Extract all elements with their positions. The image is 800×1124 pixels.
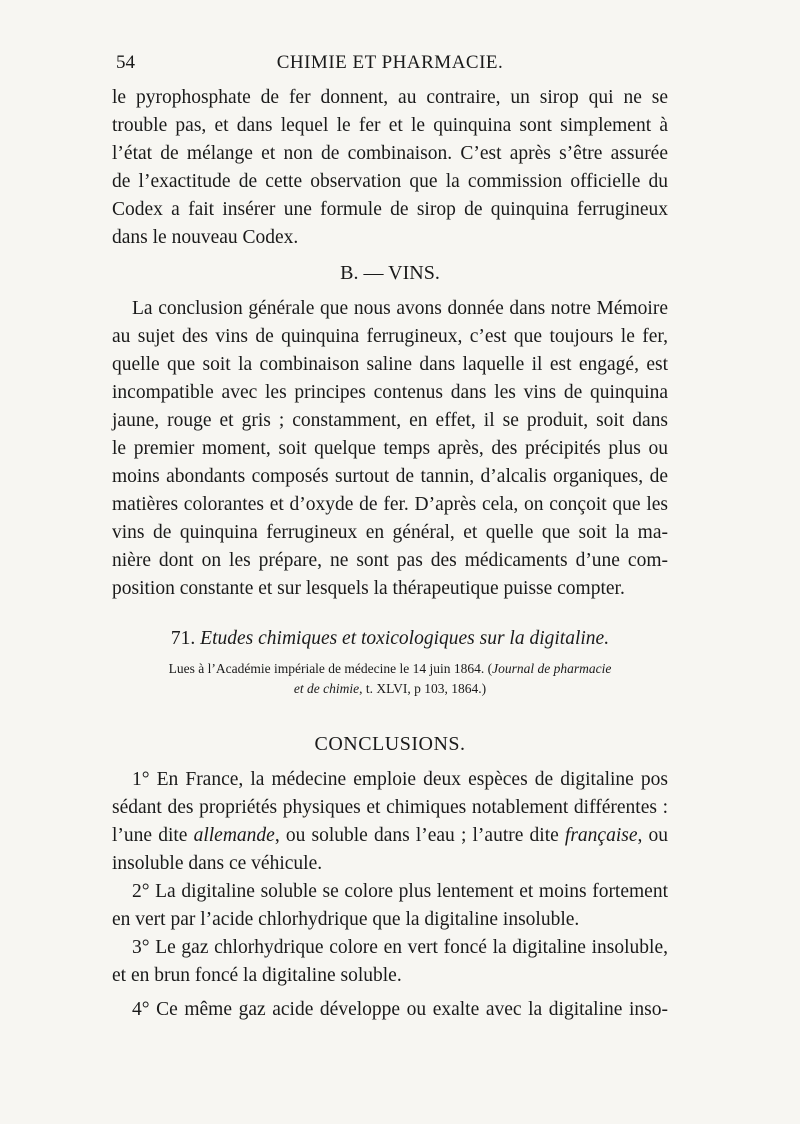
text-line: trouble pas, et dans lequel le fer et le quinquina sont simplement à (112, 115, 668, 136)
section-b-paragraph (112, 295, 668, 603)
text-line: de l’exactitude de cette observation que la commission officielle du (112, 171, 668, 192)
text-line: moins abondants composés surtout de tannin, d’alcalis organiques, de (112, 466, 668, 487)
intro-paragraph (112, 84, 668, 252)
page-number: 54 (116, 52, 135, 73)
text-run-italic: française (564, 825, 638, 846)
conclusions-heading: CONCLUSIONS. (314, 733, 466, 755)
article-title-text: Etudes chimiques et toxicologiques sur la digitaline. (200, 628, 610, 649)
text-line: dans le nouveau Codex. (112, 227, 299, 248)
text-line: et en brun foncé la digitaline soluble. (112, 965, 402, 986)
text-line: sédant des propriétés physiques et chimiques notablement différentes : (112, 797, 668, 818)
conclusions-heading-block (112, 728, 668, 760)
text-line: 4° Ce même gaz acide développe ou exalte avec la digitaline inso- (132, 999, 668, 1020)
running-title: CHIMIE ET PHARMACIE. (276, 52, 504, 73)
text-run-italic: allemande (193, 825, 275, 846)
text-line: 2° La digitaline soluble se colore plus lentement et moins fortement (132, 881, 668, 902)
text-line: 1° En France, la médecine emploie deux espèces de digitaline pos (132, 769, 668, 790)
note-line (112, 679, 668, 699)
note-journal: et de chimie (293, 681, 360, 696)
note-text: Lues à l’Académie impériale de médecine le 14 juin 1864. ( (168, 661, 493, 676)
article-title (112, 624, 668, 654)
text-line: position constante et sur lesquels la thérapeutique puisse compter. (112, 578, 625, 599)
text-line: l’état de mélange et non de combinaison. C’est après s’être assurée (112, 143, 668, 164)
text-line: 3° Le gaz chlorhydrique colore en vert foncé la digitaline insoluble, (132, 937, 668, 958)
text-line: Codex a fait insérer une formule de sirop de quinquina ferrugineux (112, 199, 668, 220)
text-line: La conclusion générale que nous avons donnée dans notre Mémoire (132, 298, 668, 319)
article-heading (112, 624, 668, 654)
text-line: jaune, rouge et gris ; constamment, en effet, il se produit, soit dans (112, 410, 668, 431)
text-line: vins de quinquina ferrugineux en général, et quelle que soit la ma- (112, 522, 668, 543)
note-journal: Journal de pharmacie (492, 661, 612, 676)
text-run: , ou (637, 825, 668, 846)
text-run: l’une dite (112, 825, 194, 846)
text-line: quelle que soit la combinaison saline dans laquelle il est engagé, est (112, 354, 668, 375)
text-line: matières colorantes et d’oxyde de fer. D’après cela, on conçoit que les (112, 494, 668, 515)
text-run: , ou soluble dans l’eau ; l’autre dite (274, 825, 565, 846)
note-text: , t. XLVI, p 103, 1864.) (359, 681, 487, 696)
text-line: le pyrophosphate de fer donnent, au contraire, un sirop qui ne se (112, 87, 668, 108)
article-number: 71. (170, 628, 196, 649)
text-line: le premier moment, soit quelque temps après, des précipités plus ou (112, 438, 668, 459)
text-line: incompatible avec les principes contenus dans les vins de quinquina (112, 382, 668, 403)
section-heading: B. — VINS. (340, 262, 440, 284)
text-line: insoluble dans ce véhicule. (112, 853, 323, 874)
running-head (112, 46, 668, 76)
conclusions-list (112, 766, 668, 1024)
article-note (112, 659, 668, 699)
section-b-heading-block (112, 258, 668, 288)
text-line: nière dont on les prépare, ne sont pas des médicaments d’une com- (112, 550, 668, 571)
note-line (112, 659, 668, 679)
text-line: en vert par l’acide chlorhydrique que la digitaline insoluble. (112, 909, 580, 930)
text-line (112, 822, 668, 850)
text-line: au sujet des vins de quinquina ferrugineux, c’est que toujours le fer, (112, 326, 668, 347)
